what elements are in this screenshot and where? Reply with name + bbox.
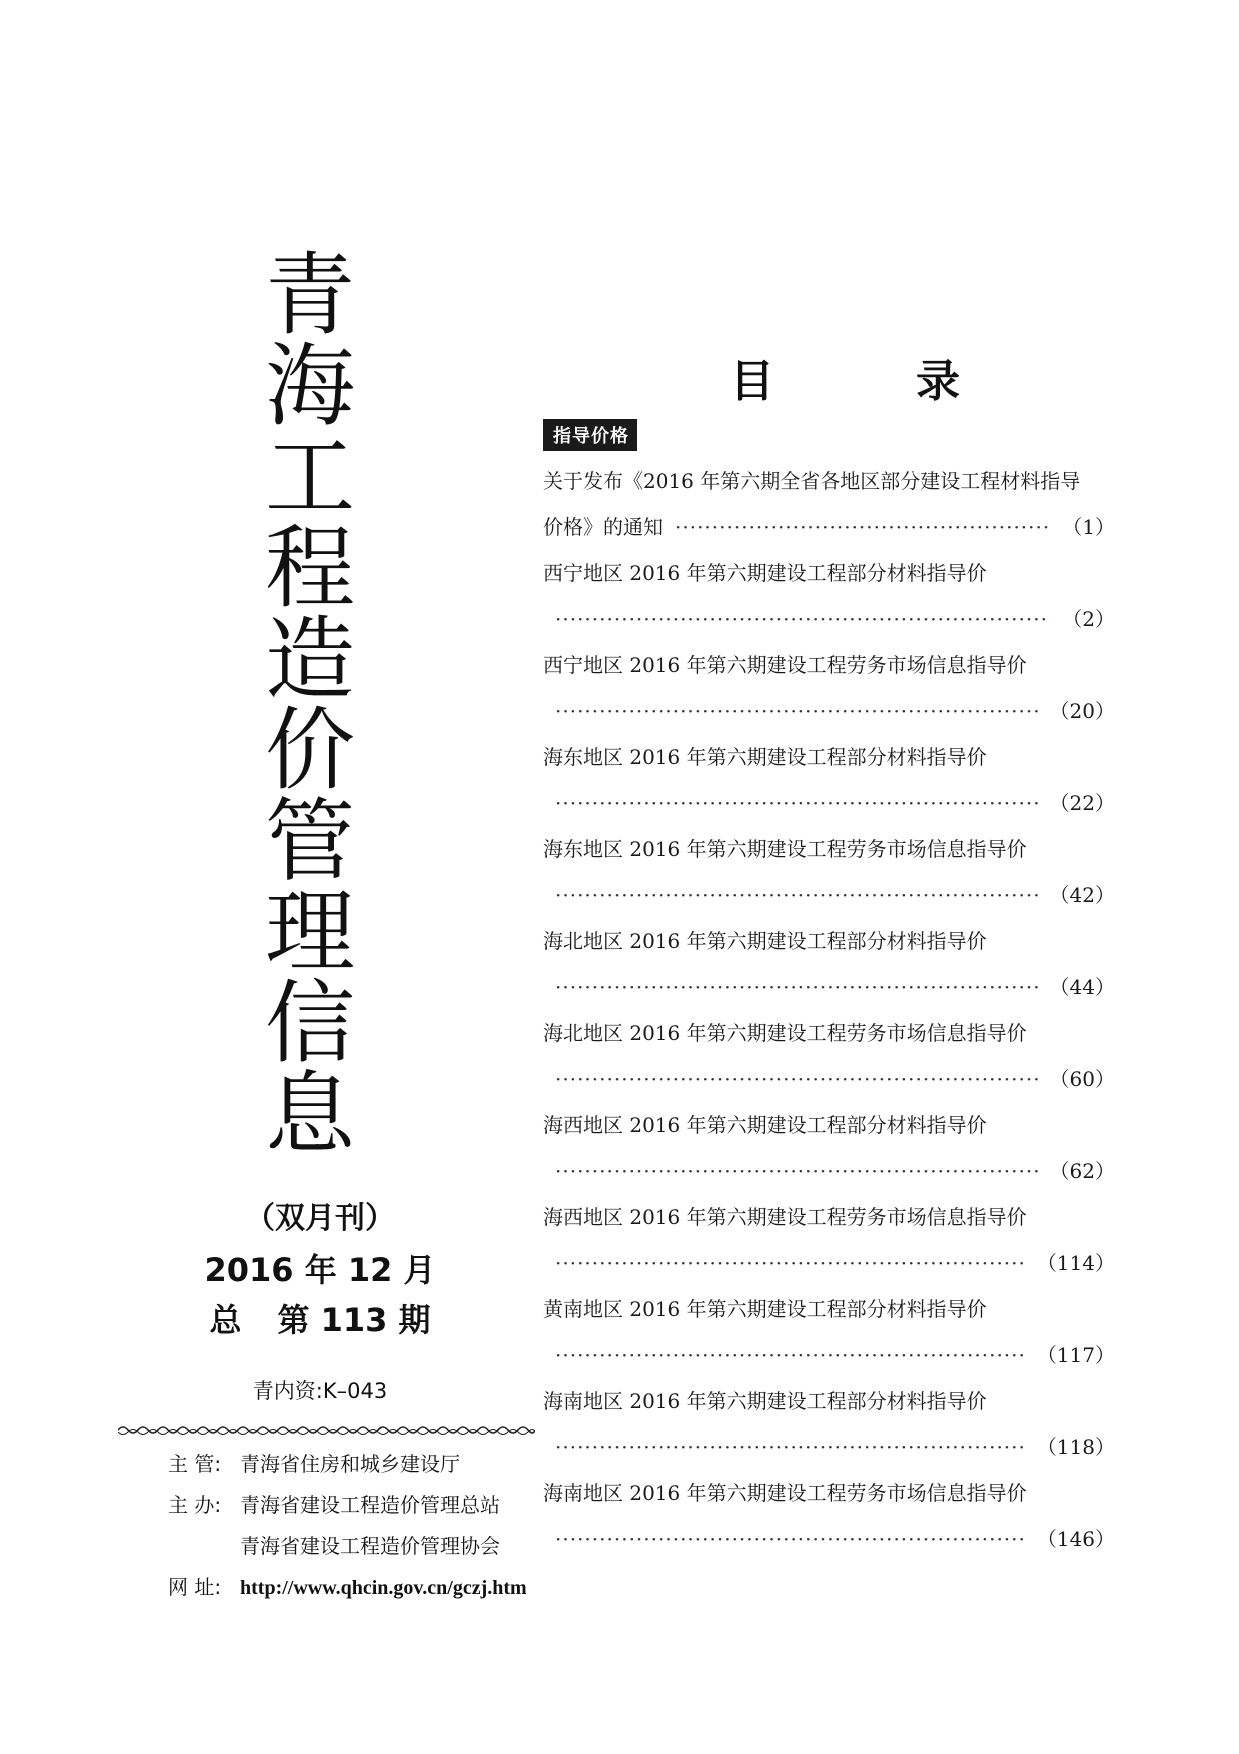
journal-title-char: 青 — [265, 243, 355, 348]
toc-title-right: 录 — [916, 356, 960, 407]
toc-entry-leader — [543, 1332, 1115, 1378]
toc-entry-title: 海南地区 2016 年第六期建设工程部分材料指导价 — [543, 1389, 987, 1413]
supervisor-name: 青海省住房和城乡建设厅 — [240, 1452, 460, 1476]
dot-leader — [555, 688, 1038, 734]
website-line — [168, 1571, 527, 1600]
toc-entry[interactable] — [543, 1286, 1115, 1378]
toc-entry-page: （2） — [1062, 607, 1115, 631]
toc-entry-leader — [543, 1056, 1115, 1102]
toc-entry-leader — [543, 1240, 1115, 1286]
dot-leader — [555, 1424, 1025, 1470]
toc-entry-page: （118） — [1036, 1435, 1115, 1459]
dot-leader — [555, 1332, 1025, 1378]
toc-entry[interactable] — [543, 1470, 1115, 1562]
dot-leader — [675, 504, 1050, 550]
dot-leader — [555, 964, 1038, 1010]
journal-title-char: 信 — [265, 971, 355, 1076]
toc-entry-title: 海东地区 2016 年第六期建设工程部分材料指导价 — [543, 745, 987, 769]
supervisor-label: 主 管: — [168, 1452, 222, 1476]
toc-entry-title: 海西地区 2016 年第六期建设工程部分材料指导价 — [543, 1113, 987, 1137]
toc-entry-page: （44） — [1049, 975, 1115, 999]
toc-entry[interactable] — [543, 550, 1115, 642]
toc-entry-title: 海北地区 2016 年第六期建设工程劳务市场信息指导价 — [543, 1021, 1027, 1045]
dot-leader — [555, 780, 1038, 826]
dot-leader — [555, 1056, 1038, 1102]
toc-entry-page: （146） — [1036, 1527, 1115, 1551]
journal-title-char: 管 — [265, 789, 355, 894]
toc-entry[interactable] — [543, 458, 1115, 550]
toc-entry[interactable] — [543, 826, 1115, 918]
sponsor-name-1: 青海省建设工程造价管理总站 — [240, 1493, 500, 1517]
toc-entry-leader — [543, 1424, 1115, 1470]
toc-entry-title: 海东地区 2016 年第六期建设工程劳务市场信息指导价 — [543, 837, 1027, 861]
journal-title-vertical — [250, 243, 370, 1167]
toc-entry-title: 海西地区 2016 年第六期建设工程劳务市场信息指导价 — [543, 1205, 1027, 1229]
journal-title-char: 造 — [265, 607, 355, 712]
toc-title — [730, 345, 960, 409]
toc-entry-title: 西宁地区 2016 年第六期建设工程部分材料指导价 — [543, 561, 987, 585]
toc-title-left: 目 — [730, 356, 774, 407]
sponsor-name-2: 青海省建设工程造价管理协会 — [240, 1534, 500, 1558]
supervisor-line — [168, 1448, 460, 1477]
toc-entry-leader — [543, 780, 1115, 826]
dot-leader — [555, 872, 1038, 918]
toc-list — [543, 458, 1115, 1562]
toc-entry-leader — [543, 872, 1115, 918]
sponsor-line — [168, 1489, 500, 1518]
toc-entry-page: （42） — [1049, 883, 1115, 907]
toc-entry-title-cont: 价格》的通知 — [543, 515, 663, 539]
publication-date: 2016 年 12 月 — [204, 1251, 436, 1289]
toc-entry-page: （22） — [1049, 791, 1115, 815]
toc-entry-leader — [543, 504, 1115, 550]
toc-entry[interactable] — [543, 1010, 1115, 1102]
toc-entry-page: （114） — [1036, 1251, 1115, 1275]
website-link[interactable]: http://www.qhcin.gov.cn/gczj.htm — [240, 1577, 527, 1599]
website-label: 网 址: — [168, 1575, 222, 1599]
journal-title-char: 息 — [265, 1062, 355, 1167]
journal-title-char: 价 — [265, 698, 355, 803]
dot-leader — [555, 596, 1050, 642]
journal-title-char: 海 — [265, 334, 355, 439]
publication-frequency: （双月刊） — [245, 1201, 395, 1236]
toc-entry[interactable] — [543, 642, 1115, 734]
toc-entry-title: 西宁地区 2016 年第六期建设工程劳务市场信息指导价 — [543, 653, 1027, 677]
toc-entry-title: 海南地区 2016 年第六期建设工程劳务市场信息指导价 — [543, 1481, 1027, 1505]
issue-main: 第 113 期 — [277, 1301, 431, 1339]
toc-entry[interactable] — [543, 1378, 1115, 1470]
toc-entry-page: （20） — [1049, 699, 1115, 723]
toc-entry[interactable] — [543, 918, 1115, 1010]
toc-entry-leader — [543, 596, 1115, 642]
section-label: 指导价格 — [543, 419, 637, 451]
journal-title-char: 理 — [265, 880, 355, 985]
issue-prefix: 总 — [209, 1301, 242, 1339]
toc-entry-page: （1） — [1062, 515, 1115, 539]
toc-entry-page: （62） — [1049, 1159, 1115, 1183]
toc-entry-title: 黄南地区 2016 年第六期建设工程部分材料指导价 — [543, 1297, 987, 1321]
dot-leader — [555, 1148, 1038, 1194]
toc-entry-title: 关于发布《2016 年第六期全省各地区部分建设工程材料指导 — [543, 469, 1081, 493]
toc-entry-title: 海北地区 2016 年第六期建设工程部分材料指导价 — [543, 929, 987, 953]
dot-leader — [555, 1240, 1025, 1286]
dot-leader — [555, 1516, 1025, 1562]
toc-entry-leader — [543, 1148, 1115, 1194]
toc-entry-page: （60） — [1049, 1067, 1115, 1091]
toc-entry[interactable] — [543, 734, 1115, 826]
toc-entry[interactable] — [543, 1194, 1115, 1286]
toc-entry-leader — [543, 1516, 1115, 1562]
toc-entry-leader — [543, 688, 1115, 734]
internal-code: 青内资:K–043 — [252, 1379, 388, 1403]
toc-entry-leader — [543, 964, 1115, 1010]
journal-title-char: 工 — [265, 425, 355, 530]
sponsor-label: 主 办: — [168, 1493, 222, 1517]
toc-entry[interactable] — [543, 1102, 1115, 1194]
toc-entry-page: （117） — [1036, 1343, 1115, 1367]
journal-title-char: 程 — [265, 516, 355, 621]
wavy-divider — [118, 1423, 535, 1437]
issue-number — [200, 1295, 440, 1341]
